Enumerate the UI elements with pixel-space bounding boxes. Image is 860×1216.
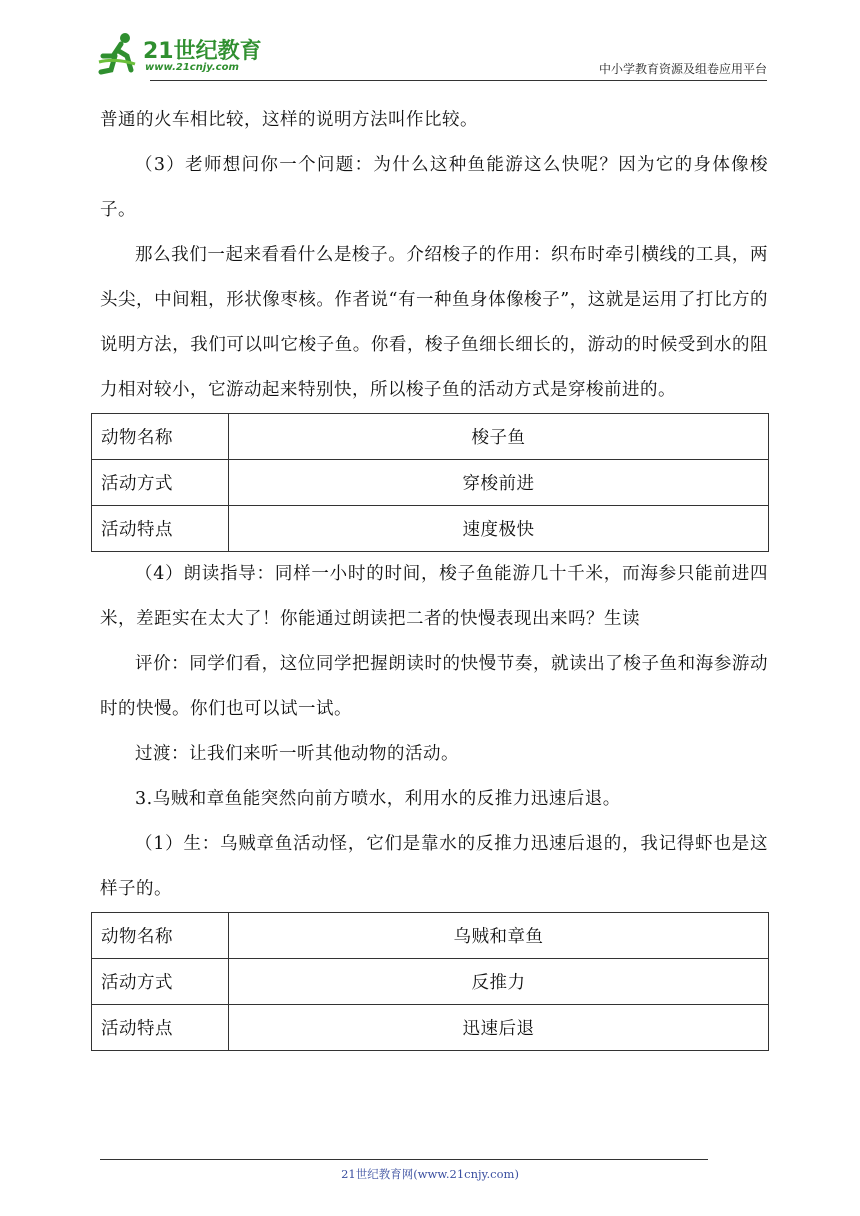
logo-title: 21世纪教育 — [143, 39, 262, 64]
paragraph: 过渡：让我们来听一听其他动物的活动。 — [135, 744, 459, 764]
table-cell-value: 迅速后退 — [229, 1005, 769, 1051]
footer-divider — [100, 1159, 708, 1160]
table-cell-value: 速度极快 — [229, 506, 769, 552]
table-cell-label: 活动方式 — [92, 959, 229, 1005]
table-row — [92, 1005, 769, 1051]
table-cell-value: 乌贼和章鱼 — [229, 913, 769, 959]
table-cell-label: 活动方式 — [92, 460, 229, 506]
document-body — [100, 98, 768, 1051]
platform-title: 中小学教育资源及组卷应用平台 — [598, 62, 767, 76]
table-cell-label: 活动特点 — [92, 1005, 229, 1051]
table-row — [92, 959, 769, 1005]
table-row — [92, 913, 769, 959]
table-cell-label: 活动特点 — [92, 506, 229, 552]
table-cell-label: 动物名称 — [92, 414, 229, 460]
table-row — [92, 414, 769, 460]
header-divider — [150, 80, 767, 81]
page-header — [95, 28, 767, 78]
runner-icon — [95, 30, 143, 78]
table-row — [92, 460, 769, 506]
paragraph: 评价：同学们看，这位同学把握朗读时的快慢节奏，就读出了梭子鱼和海参游动时的快慢。你们也可以试一试。 — [100, 654, 768, 719]
table-cell-value: 反推力 — [229, 959, 769, 1005]
paragraph: （4）朗读指导：同样一小时的时间，梭子鱼能游几十千米，而海参只能前进四米，差距实在太大了！你能通过朗读把二者的快慢表现出来吗？生读 — [100, 564, 768, 629]
animal-table-2 — [91, 912, 769, 1051]
paragraph: （1）生：乌贼章鱼活动怪，它们是靠水的反推力迅速后退的，我记得虾也是这样子的。 — [100, 834, 768, 899]
table-cell-value: 梭子鱼 — [229, 414, 769, 460]
table-row — [92, 506, 769, 552]
site-logo — [95, 28, 265, 78]
footer-link[interactable]: 21世纪教育网(www.21cnjy.com) — [341, 1167, 519, 1181]
paragraph: （3）老师想问你一个问题：为什么这种鱼能游这么快呢？因为它的身体像梭子。 — [100, 155, 768, 220]
paragraph: 普通的火车相比较，这样的说明方法叫作比较。 — [100, 110, 478, 130]
animal-table-1 — [91, 413, 769, 552]
table-cell-value: 穿梭前进 — [229, 460, 769, 506]
table-cell-label: 动物名称 — [92, 913, 229, 959]
logo-url: www.21cnjy.com — [145, 62, 239, 73]
paragraph: 那么我们一起来看看什么是梭子。介绍梭子的作用：织布时牵引横线的工具，两头尖，中间粗，形状像枣核。作者说“有一种鱼身体像梭子”，这就是运用了打比方的说明方法，我们可以叫它梭子鱼。你看，梭子鱼细长细长的，游动的时候受到水的阻力相对较小，它游动起来特别快，所以梭子鱼的活动方式是穿梭前进的。 — [100, 245, 768, 400]
paragraph: 3.乌贼和章鱼能突然向前方喷水，利用水的反推力迅速后退。 — [135, 789, 621, 809]
